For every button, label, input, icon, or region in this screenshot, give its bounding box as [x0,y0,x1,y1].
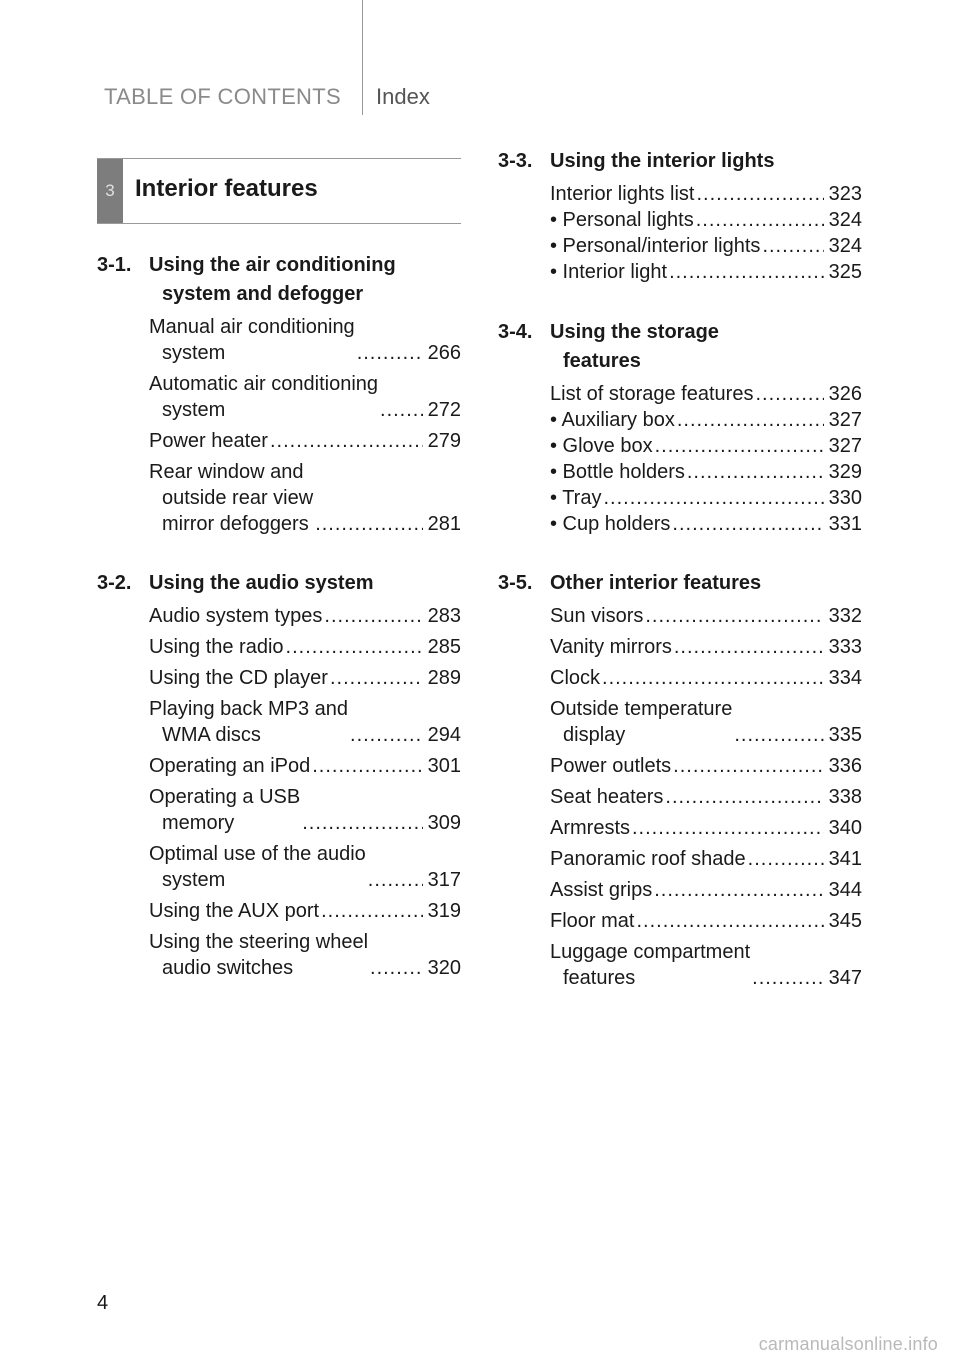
dot-leader [324,603,423,629]
section-title-line: system and defogger [162,283,364,305]
entry-line: Outside temperature [550,698,733,720]
page-number: 4 [97,1292,109,1314]
toc-entry[interactable] [97,784,461,836]
entry-page-number: 336 [828,755,862,777]
entry-text [149,784,425,836]
entry-lines [550,603,643,629]
entry-text [550,233,826,259]
entry-line: Using the steering wheel [149,931,369,953]
entry-line: • Interior light [550,261,668,283]
toc-entry[interactable] [97,665,461,691]
entry-page-number: 309 [427,812,461,834]
entry-text [550,908,826,934]
entry-line: Automatic air conditioning [149,373,379,395]
dot-leader [632,815,824,841]
entry-text [149,459,425,537]
entry-text [149,841,425,893]
section-title [550,569,862,598]
entry-text [149,603,425,629]
entry-page-number: 279 [427,430,461,452]
dot-leader [321,898,423,924]
toc-entry[interactable] [97,371,461,423]
dot-leader [755,381,824,407]
dot-leader [270,428,423,454]
dot-leader [697,181,825,207]
section-title-line: Using the air conditioning [149,254,396,276]
entry-line: Assist grips [550,879,653,901]
entry-text [550,407,826,433]
entry-line: Manual air conditioning [149,316,355,338]
entry-lines [550,908,634,934]
entry-lines [149,696,348,748]
toc-entry[interactable] [498,815,862,841]
entry-line: Audio system types [149,605,323,627]
entry-line: outside rear view [162,487,314,509]
entry-line: Optimal use of the audio [149,843,366,865]
entry-text [550,181,826,207]
entry-lines [550,259,667,285]
dot-leader [672,511,824,537]
entry-lines [550,485,601,511]
entry-page-number: 333 [828,636,862,658]
entry-line: system [162,342,226,364]
entry-lines [550,815,630,841]
chapter-title: Interior features [135,175,318,202]
entry-text [149,634,425,660]
entry-text [550,207,826,233]
dot-leader [312,753,423,779]
section-title-line: Using the interior lights [550,150,775,172]
dot-leader [734,722,824,748]
entry-page-number: 301 [427,755,461,777]
entry-text [550,511,826,537]
entry-lines [550,381,753,407]
entry-line: WMA discs [162,724,261,746]
footer-watermark: carmanualsonline.info [758,1334,938,1354]
toc-entry[interactable] [97,753,461,779]
toc-entry[interactable] [97,898,461,924]
entry-page-number: 266 [427,342,461,364]
dot-leader [674,634,824,660]
toc-entry[interactable] [498,634,862,660]
entry-text [550,784,826,810]
entry-line: display [563,724,626,746]
entry-list [97,603,461,981]
chapter-header [97,158,461,224]
dot-leader [602,665,824,691]
section-number: 3-5. [498,572,533,594]
entry-text [149,428,425,454]
dot-leader [762,233,824,259]
section-title [550,147,862,176]
toc-entry[interactable] [498,511,862,537]
entry-lines [149,898,319,924]
entry-page-number: 317 [427,869,461,891]
toc-entry[interactable] [498,908,862,934]
dot-leader [669,259,824,285]
section-heading [498,318,862,376]
dot-leader [357,340,423,366]
entry-lines [149,784,300,836]
entry-lines [550,665,600,691]
entry-page-number: 281 [427,513,461,535]
entry-page-number: 325 [828,261,862,283]
toc-entry[interactable] [498,259,862,285]
dot-leader [302,810,423,836]
toc-entry[interactable] [498,939,862,991]
entry-line: • Auxiliary box [550,409,675,431]
entry-line: Vanity mirrors [550,636,672,658]
entry-line: Interior lights list [550,183,695,205]
entry-line: Panoramic roof shade [550,848,746,870]
dot-leader [603,485,824,511]
entry-line: • Personal/interior lights [550,235,761,257]
entry-lines [550,433,653,459]
entry-text [149,753,425,779]
entry-lines [550,407,675,433]
section-number: 3-2. [97,572,132,594]
entry-page-number: 341 [828,848,862,870]
dot-leader [370,955,423,981]
entry-text [550,815,826,841]
entry-text [550,259,826,285]
entry-text [550,753,826,779]
entry-lines [550,753,671,779]
entry-lines [149,753,310,779]
entry-lines [149,371,378,423]
entry-lines [550,846,746,872]
entry-line: • Tray [550,487,602,509]
entry-line: Using the radio [149,636,284,658]
entry-list [498,181,862,285]
entry-page-number: 272 [427,399,461,421]
entry-lines [149,603,322,629]
entry-lines [550,207,694,233]
entry-list [498,381,862,537]
entry-line: system [162,399,226,421]
entry-page-number: 324 [828,209,862,231]
entry-text [149,898,425,924]
section-title [149,251,461,309]
entry-page-number: 289 [427,667,461,689]
entry-line: • Personal lights [550,209,694,231]
entry-text [550,433,826,459]
entry-page-number: 345 [828,910,862,932]
entry-line: Operating a USB [149,786,301,808]
toc-entry[interactable] [498,846,862,872]
dot-leader [636,908,824,934]
entry-page-number: 294 [427,724,461,746]
entry-line: Playing back MP3 and [149,698,349,720]
toc-entry[interactable] [498,784,862,810]
dot-leader [677,407,824,433]
entry-list [97,314,461,537]
entry-text [550,939,826,991]
section-title-line: Other interior features [550,572,762,594]
entry-page-number: 334 [828,667,862,689]
section-heading [498,569,862,598]
entry-page-number: 347 [828,967,862,989]
entry-page-number: 335 [828,724,862,746]
entry-page-number: 319 [427,900,461,922]
toc-entry[interactable] [498,407,862,433]
entry-text [550,665,826,691]
toc-entry[interactable] [498,233,862,259]
entry-line: • Cup holders [550,513,671,535]
section-number: 3-3. [498,150,533,172]
entry-lines [550,459,685,485]
toc-entry[interactable] [498,459,862,485]
top-navigation [0,0,960,120]
dot-leader [673,753,824,779]
toc-entry[interactable] [97,428,461,454]
entry-page-number: 326 [828,383,862,405]
dot-leader [687,459,824,485]
dot-leader [665,784,824,810]
entry-list [498,603,862,991]
toc-entry[interactable] [97,459,461,537]
dot-leader [380,397,423,423]
entry-page-number: 327 [828,409,862,431]
entry-page-number: 330 [828,487,862,509]
dot-leader [350,722,423,748]
section-title-line: Using the audio system [149,572,374,594]
entry-lines [149,634,284,660]
entry-page-number: 329 [828,461,862,483]
nav-divider [362,0,363,115]
entry-line: system [162,869,226,891]
section-title [149,569,461,598]
toc-entry[interactable] [97,841,461,893]
entry-text [149,929,425,981]
section-number: 3-4. [498,321,533,343]
entry-line: Operating an iPod [149,755,311,777]
entry-page-number: 340 [828,817,862,839]
entry-lines [149,665,328,691]
entry-page-number: 283 [427,605,461,627]
dot-leader [368,867,423,893]
entry-page-number: 323 [828,183,862,205]
entry-line: features [563,967,636,989]
dot-leader [696,207,824,233]
entry-line: Luggage compartment [550,941,751,963]
entry-lines [550,511,670,537]
entry-line: audio switches [162,957,294,979]
entry-lines [550,233,760,259]
entry-line: Seat heaters [550,786,664,808]
toc-entry[interactable] [498,753,862,779]
entry-line: Rear window and [149,461,304,483]
section-title-line: features [563,350,641,372]
entry-lines [149,459,313,537]
toc-entry[interactable] [498,665,862,691]
toc-entry[interactable] [498,181,862,207]
entry-lines [550,181,695,207]
entry-page-number: 285 [427,636,461,658]
entry-line: Power outlets [550,755,672,777]
entry-text [550,877,826,903]
entry-lines [149,929,368,981]
entry-page-number: 338 [828,786,862,808]
section-heading [498,147,862,176]
index-link[interactable]: Index [376,84,430,109]
entry-page-number: 327 [828,435,862,457]
dot-leader [748,846,824,872]
section-heading [97,569,461,598]
dot-leader [315,511,423,537]
entry-line: Using the AUX port [149,900,320,922]
toc-entry[interactable] [498,696,862,748]
entry-lines [550,784,663,810]
entry-line: List of storage features [550,383,754,405]
dot-leader [286,634,423,660]
section-3-5 [498,569,862,996]
toc-entry[interactable] [97,696,461,748]
entry-text [550,846,826,872]
entry-lines [550,939,750,991]
chapter-number-tab: 3 [97,159,123,223]
entry-text [550,696,826,748]
toc-entry[interactable] [498,207,862,233]
section-title-line: Using the storage [550,321,719,343]
toc-entry[interactable] [97,929,461,981]
dot-leader [645,603,824,629]
entry-page-number: 331 [828,513,862,535]
entry-line: mirror defoggers [162,513,309,535]
toc-entry[interactable] [498,381,862,407]
entry-lines [550,634,672,660]
entry-line: Armrests [550,817,630,839]
entry-text [149,696,425,748]
entry-page-number: 332 [828,605,862,627]
entry-text [149,314,425,366]
entry-text [550,381,826,407]
section-title [550,318,862,376]
entry-text [149,371,425,423]
entry-lines [550,877,652,903]
section-3-4 [498,318,862,537]
toc-entry[interactable] [498,877,862,903]
entry-text [550,485,826,511]
table-of-contents-link[interactable]: TABLE OF CONTENTS [104,84,341,109]
entry-line: Floor mat [550,910,635,932]
entry-text [550,459,826,485]
entry-line: Using the CD player [149,667,328,689]
entry-line: • Bottle holders [550,461,685,483]
entry-line: Clock [550,667,601,689]
section-heading [97,251,461,309]
entry-line: Power heater [149,430,268,452]
entry-line: Sun visors [550,605,644,627]
entry-page-number: 324 [828,235,862,257]
dot-leader [654,877,824,903]
entry-lines [149,428,268,454]
toc-entry[interactable] [498,603,862,629]
section-number: 3-1. [97,254,132,276]
entry-page-number: 320 [427,957,461,979]
entry-lines [149,314,355,366]
entry-lines [550,696,732,748]
toc-entry[interactable] [97,634,461,660]
section-3-1 [97,251,461,542]
entry-text [149,665,425,691]
entry-text [550,603,826,629]
entry-text [550,634,826,660]
dot-leader [330,665,423,691]
toc-entry[interactable] [498,485,862,511]
dot-leader [655,433,824,459]
entry-line: • Glove box [550,435,653,457]
entry-line: memory [162,812,235,834]
section-3-3 [498,147,862,285]
toc-entry[interactable] [97,603,461,629]
toc-entry[interactable] [498,433,862,459]
section-3-2 [97,569,461,986]
toc-entry[interactable] [97,314,461,366]
dot-leader [752,965,824,991]
entry-page-number: 344 [828,879,862,901]
entry-lines [149,841,366,893]
